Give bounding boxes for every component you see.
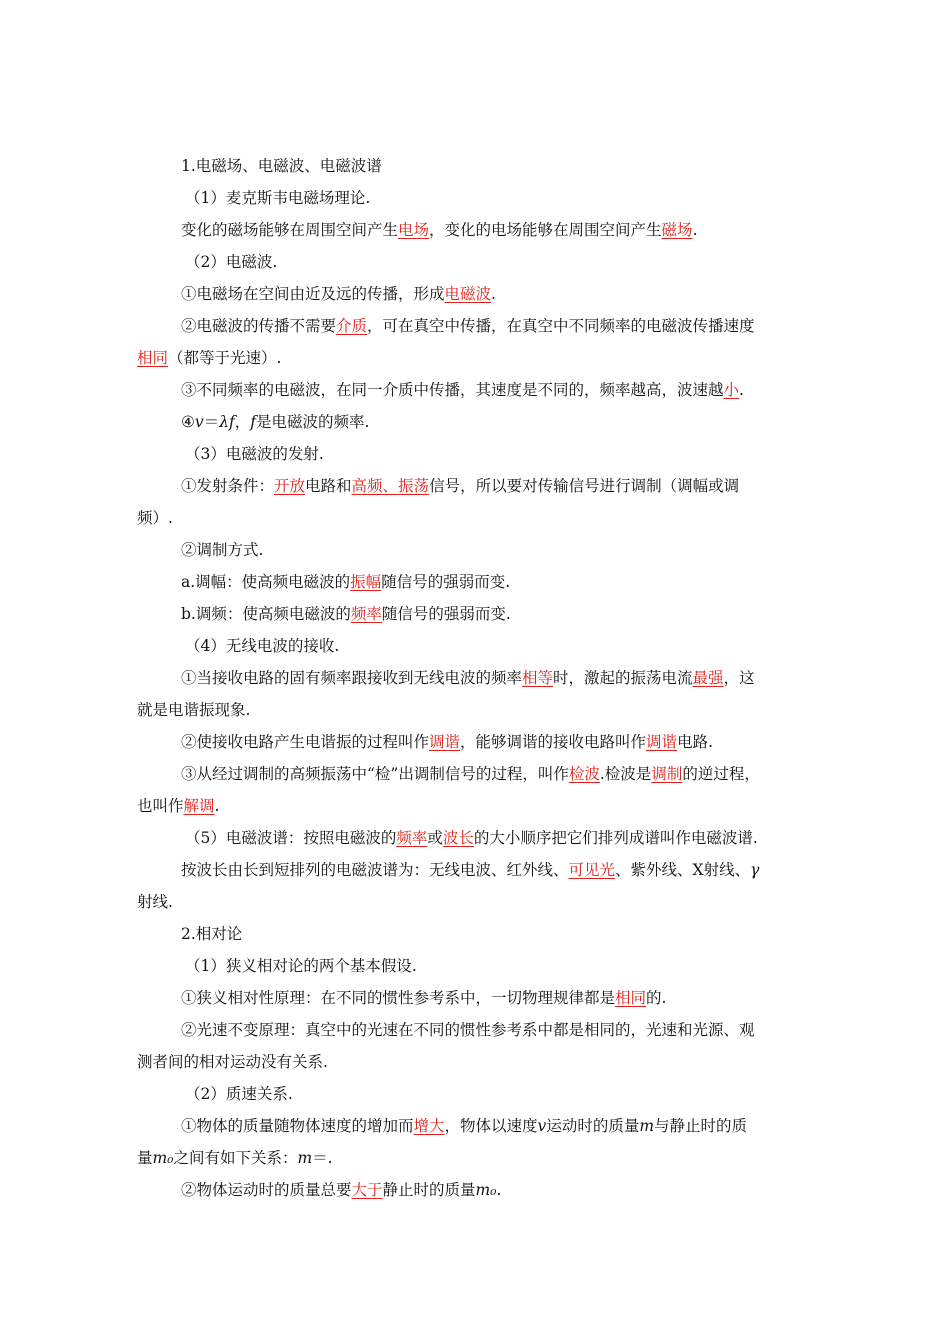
text-line — [137, 1078, 821, 1110]
answer-blank: 相等 — [522, 669, 554, 687]
text-run: 运动时的质量 — [546, 1117, 640, 1135]
math-symbol: m₀ — [475, 1181, 497, 1199]
text-run: 频）. — [137, 509, 173, 527]
answer-blank: 频率 — [350, 605, 382, 623]
answer-blank: 调制 — [651, 765, 683, 783]
text-run: ①当接收电路的固有频率跟接收到无线电波的频率 — [181, 669, 523, 687]
math-symbol: m — [297, 1149, 313, 1167]
answer-blank: 解调 — [183, 797, 215, 815]
text-run: 射线. — [137, 893, 173, 911]
text-line — [137, 182, 821, 214]
text-run: ①电磁场在空间由近及远的传播，形成 — [181, 285, 445, 303]
text-line — [137, 278, 821, 310]
text-run: 变化的磁场能够在周围空间产生 — [181, 221, 399, 239]
text-line — [137, 1046, 821, 1078]
text-run: （2）电磁波. — [185, 253, 278, 271]
text-run: ， — [234, 413, 251, 431]
text-run: ②电磁波的传播不需要 — [181, 317, 337, 335]
text-run: 量 — [137, 1149, 153, 1167]
text-run: 的. — [646, 989, 667, 1007]
text-run: 就是电谐振现象. — [137, 701, 251, 719]
answer-blank: 频率 — [396, 829, 428, 847]
answer-blank: 波长 — [442, 829, 474, 847]
text-line — [137, 1110, 821, 1142]
answer-blank: 调谐 — [429, 733, 461, 751]
text-run: 的逆过程， — [682, 765, 760, 783]
text-line — [137, 630, 821, 662]
text-run: 信号，所以要对传输信号进行调制（调幅或调 — [429, 477, 740, 495]
text-run: ，变化的电场能够在周围空间产生 — [429, 221, 662, 239]
text-run: 2.相对论 — [181, 925, 243, 943]
text-run: ③不同频率的电磁波，在同一介质中传播，其速度是不同的，频率越高，波速越 — [181, 381, 724, 399]
text-line — [137, 950, 821, 982]
text-line — [137, 406, 821, 438]
text-run: 与静止时的质 — [654, 1117, 748, 1135]
text-run: 1.电磁场、电磁波、电磁波谱 — [181, 157, 382, 175]
text-run: （5）电磁波谱：按照电磁波的 — [185, 829, 397, 847]
text-run: 按波长由长到短排列的电磁波谱为：无线电波、红外线、 — [181, 861, 569, 879]
text-line — [137, 502, 821, 534]
text-run: ＝. — [312, 1149, 333, 1167]
text-line — [137, 310, 821, 342]
math-symbol: m₀ — [152, 1149, 174, 1167]
text-line — [137, 1014, 821, 1046]
text-line — [137, 598, 821, 630]
math-symbol: v — [194, 413, 204, 431]
text-run: 电路. — [677, 733, 713, 751]
text-line — [137, 726, 821, 758]
text-run: ，物体以速度 — [444, 1117, 538, 1135]
text-run: 随信号的强弱而变. — [381, 573, 511, 591]
text-line — [137, 758, 821, 790]
text-run: （3）电磁波的发射. — [185, 445, 324, 463]
text-run: 也叫作 — [137, 797, 184, 815]
text-line — [137, 790, 821, 822]
math-symbol: λf — [219, 413, 235, 431]
answer-blank: 电磁波 — [444, 285, 492, 303]
text-line — [137, 214, 821, 246]
text-run: （1）狭义相对论的两个基本假设. — [185, 957, 417, 975]
text-run: 时，激起的振荡电流 — [553, 669, 693, 687]
text-line — [137, 150, 821, 182]
text-line — [137, 694, 821, 726]
text-run: . — [739, 381, 744, 399]
text-line — [137, 822, 821, 854]
answer-blank: 介质 — [336, 317, 368, 335]
text-run: . — [496, 1181, 502, 1199]
text-run: 、紫外线、X射线、 — [615, 861, 751, 879]
math-symbol: f — [250, 413, 257, 431]
answer-blank: 开放 — [274, 477, 306, 495]
text-line — [137, 374, 821, 406]
text-run: ③从经过调制的高频振荡中“检”出调制信号的过程，叫作 — [181, 765, 569, 783]
text-run: 之间有如下关系： — [173, 1149, 298, 1167]
text-line — [137, 1174, 821, 1206]
text-run: ④ — [181, 413, 195, 431]
text-run: ①狭义相对性原理：在不同的惯性参考系中，一切物理规律都是 — [181, 989, 616, 1007]
answer-blank: 检波 — [568, 765, 600, 783]
text-run: ②调制方式. — [181, 541, 264, 559]
answer-blank: 电场 — [398, 221, 430, 239]
answer-blank: 振幅 — [350, 573, 382, 591]
text-line — [137, 246, 821, 278]
answer-blank: 调谐 — [646, 733, 678, 751]
text-run: ②物体运动时的质量总要 — [181, 1181, 352, 1199]
answer-blank: 相同 — [615, 989, 647, 1007]
text-run: 测者间的相对运动没有关系. — [137, 1053, 328, 1071]
text-run: 的大小顺序把它们排列成谱叫作电磁波谱. — [473, 829, 758, 847]
text-line — [137, 662, 821, 694]
text-run: 静止时的质量 — [382, 1181, 476, 1199]
text-line — [137, 854, 821, 886]
text-run: . — [491, 285, 496, 303]
text-run: .检波是 — [599, 765, 652, 783]
text-run: （2）质速关系. — [185, 1085, 293, 1103]
text-run: （4）无线电波的接收. — [185, 637, 340, 655]
answer-blank: 小 — [723, 381, 740, 399]
answer-blank: 高频、振荡 — [351, 477, 430, 495]
text-run: ①物体的质量随物体速度的增加而 — [181, 1117, 414, 1135]
math-symbol: γ — [750, 861, 760, 879]
answer-blank: 磁场 — [661, 221, 693, 239]
text-line — [137, 1142, 821, 1174]
text-run: 或 — [427, 829, 443, 847]
text-run: ②使接收电路产生电谐振的过程叫作 — [181, 733, 430, 751]
answer-blank: 可见光 — [568, 861, 616, 879]
text-run: 随信号的强弱而变. — [381, 605, 511, 623]
answer-blank: 增大 — [413, 1117, 445, 1135]
text-run: . — [692, 221, 698, 239]
text-run: （1）麦克斯韦电磁场理论. — [185, 189, 371, 207]
text-run: ②光速不变原理：真空中的光速在不同的惯性参考系中都是相同的，光速和光源、观 — [181, 1021, 755, 1039]
text-line — [137, 470, 821, 502]
answer-blank: 大于 — [351, 1181, 383, 1199]
text-run: 是电磁波的频率. — [256, 413, 370, 431]
text-run: （都等于光速）. — [168, 349, 282, 367]
text-run: . — [214, 797, 220, 815]
text-line — [137, 918, 821, 950]
text-line — [137, 438, 821, 470]
text-line — [137, 534, 821, 566]
text-run: 电路和 — [305, 477, 352, 495]
text-run: a.调幅：使高频电磁波的 — [181, 573, 351, 591]
math-symbol: v — [537, 1117, 547, 1135]
text-run: ，可在真空中传播，在真空中不同频率的电磁波传播速度 — [367, 317, 755, 335]
text-line — [137, 342, 821, 374]
text-line — [137, 886, 821, 918]
text-run: b.调频：使高频电磁波的 — [181, 605, 351, 623]
text-run: ，这 — [723, 669, 755, 687]
answer-blank: 最强 — [692, 669, 724, 687]
answer-blank: 相同 — [137, 349, 169, 367]
text-run: ①发射条件： — [181, 477, 275, 495]
text-line — [137, 566, 821, 598]
document-page — [137, 150, 821, 1206]
text-line — [137, 982, 821, 1014]
math-symbol: m — [639, 1117, 655, 1135]
text-run: ＝ — [203, 413, 220, 431]
text-run: ，能够调谐的接收电路叫作 — [460, 733, 647, 751]
